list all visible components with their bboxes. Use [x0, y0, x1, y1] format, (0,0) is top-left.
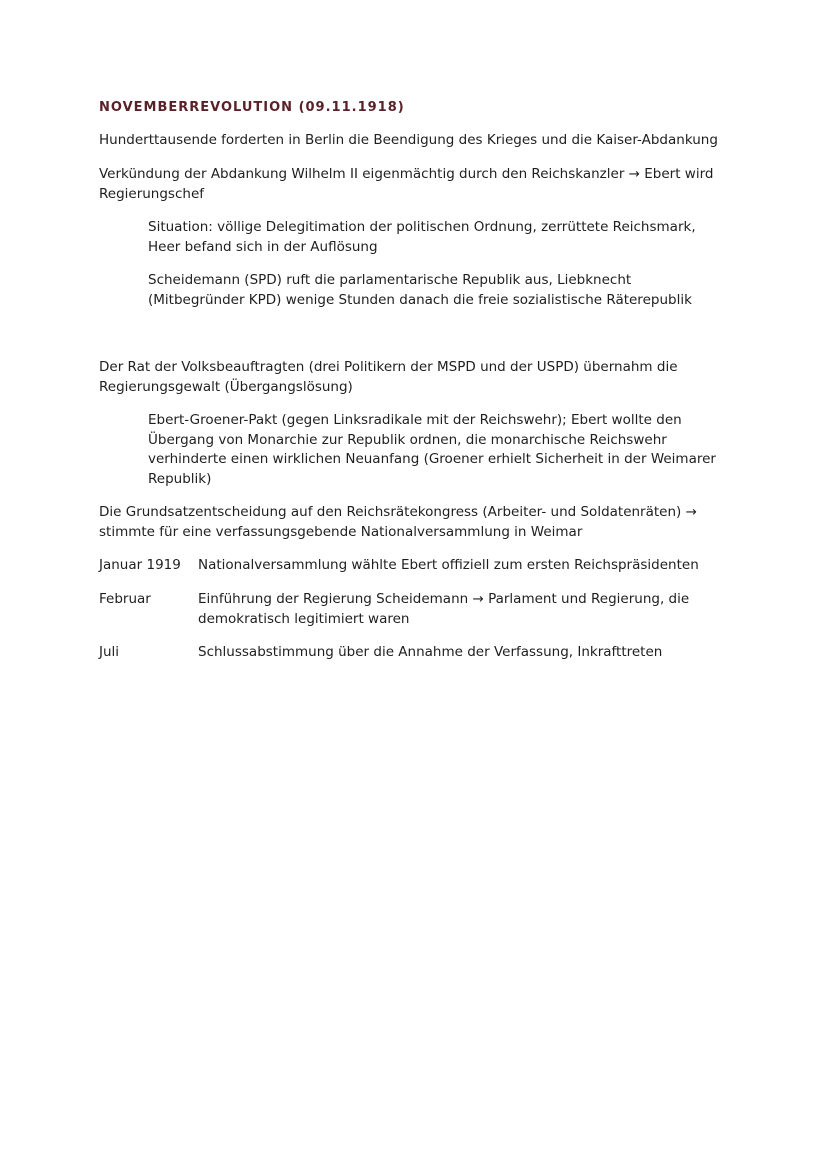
timeline-text: Nationalversammlung wählte Ebert offiziell zum ersten Reichspräsidenten: [198, 557, 699, 573]
paragraph-republic-proclamation: Scheidemann (SPD) ruft die parlamentarische Republik aus, Liebknecht (Mitbegründer KPD) wenige Stunden danach die freie sozialistische Räterepublik: [148, 272, 692, 308]
paragraph-situation: Situation: völlige Delegitimation der politischen Ordnung, zerrüttete Reichsmark, Heer befand sich in der Auflösung: [148, 219, 696, 255]
paragraph-ebert-groener-pact: Ebert-Groener-Pakt (gegen Linksradikale mit der Reichswehr); Ebert wollte den Übergang von Monarchie zur Republik ordnen, die monarchische Reichswehr verhinderte einen wirklichen Neuanfang (Groener erhielt Sicherheit in der Weimarer Republik): [148, 412, 716, 487]
timeline-text: Einführung der Regierung Scheidemann → Parlament und Regierung, die demokratisch legitimiert waren: [198, 591, 690, 627]
paragraph-abdication: Verkündung der Abdankung Wilhelm II eigenmächtig durch den Reichskanzler → Ebert wird Regierungschef: [99, 166, 714, 202]
paragraph-council-of-peoples-deputies: Der Rat der Volksbeauftragten (drei Politikern der MSPD und der USPD) übernahm die Regierungsgewalt (Übergangslösung): [99, 359, 678, 395]
timeline-date: Januar 1919: [99, 557, 181, 573]
paragraph-reichsraetekongress: Die Grundsatzentscheidung auf den Reichsrätekongress (Arbeiter- und Soldatenräten) → stimmte für eine verfassungsgebende Nationalversammlung in Weimar: [99, 504, 697, 540]
timeline-date: Juli: [99, 644, 120, 660]
section-heading: NOVEMBERREVOLUTION (09.11.1918): [99, 100, 405, 115]
timeline-date: Februar: [99, 591, 151, 607]
paragraph-berlin-demands: Hunderttausende forderten in Berlin die Beendigung des Krieges und die Kaiser-Abdankung: [99, 132, 718, 148]
timeline-text: Schlussabstimmung über die Annahme der Verfassung, Inkrafttreten: [198, 644, 663, 660]
